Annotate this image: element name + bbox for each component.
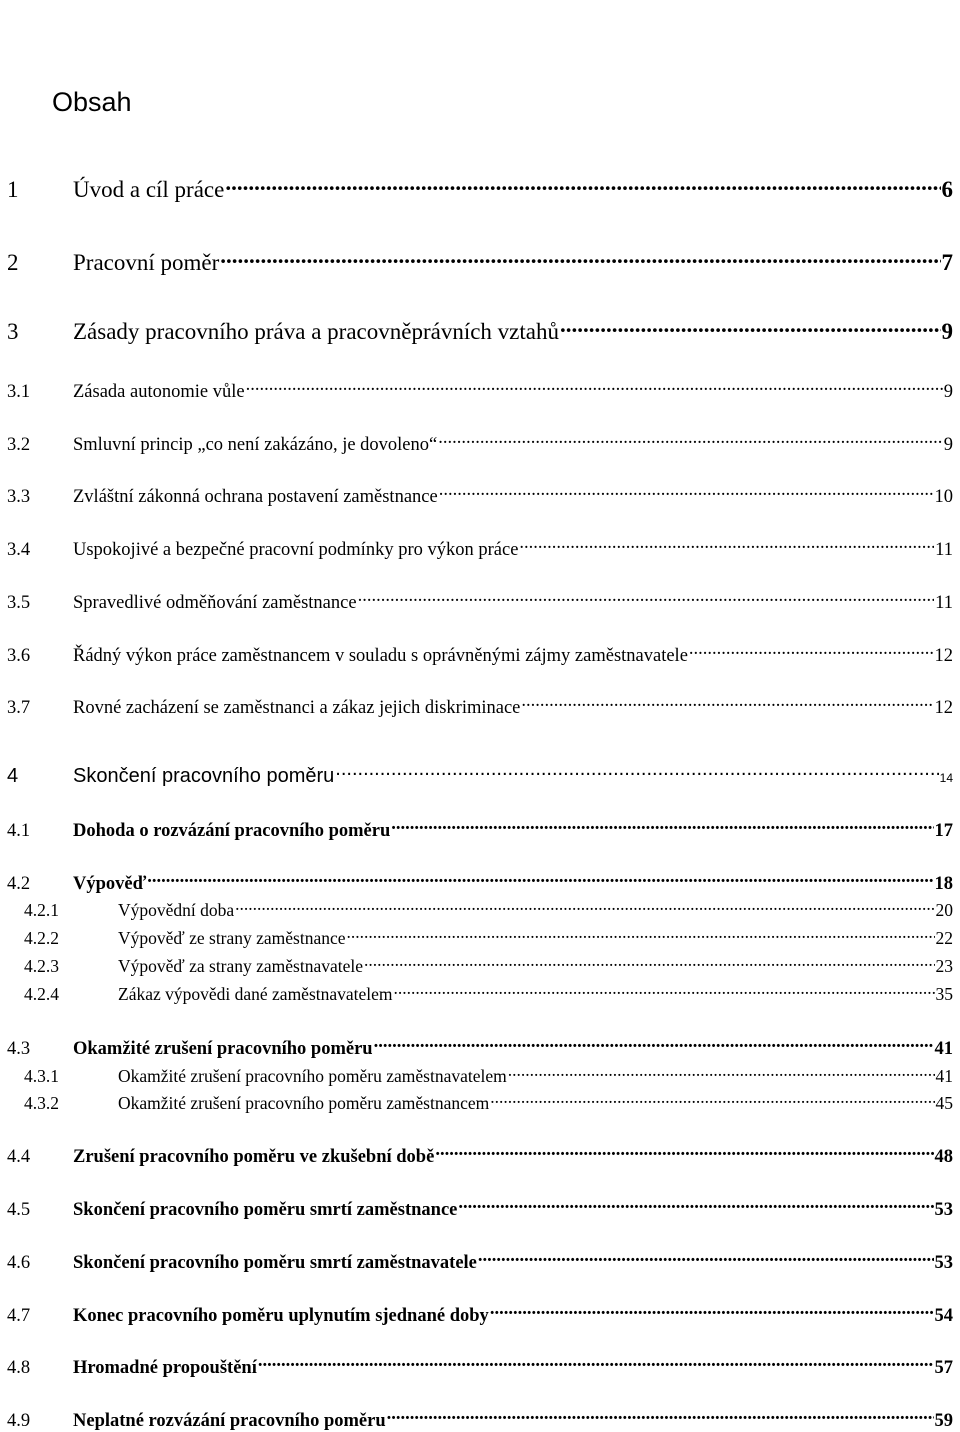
dot-leader (374, 1035, 934, 1054)
toc-number: 3.3 (7, 486, 31, 507)
toc-page: 59 (934, 1410, 953, 1431)
toc-number: 4.2.2 (24, 927, 59, 948)
toc-page: 6 (941, 177, 953, 202)
toc-page: 20 (935, 899, 953, 920)
dot-leader (560, 316, 941, 339)
dot-leader (490, 1091, 934, 1109)
toc-title: Skončení pracovního poměru (73, 765, 335, 787)
toc-page: 41 (935, 1065, 953, 1086)
toc-title: Spravedlivé odměňování zaměstnance (73, 592, 357, 613)
dot-leader (147, 870, 933, 889)
dot-leader (458, 1196, 933, 1215)
toc-number: 4 (7, 765, 19, 787)
toc-page: 10 (934, 486, 953, 507)
toc-number: 3.5 (7, 592, 31, 613)
dot-leader (519, 536, 934, 555)
toc-entry[interactable] (7, 1143, 953, 1168)
dot-leader (246, 378, 943, 397)
toc-title: Skončení pracovního poměru smrtí zaměstnance (73, 1199, 458, 1220)
toc-number: 4.6 (7, 1252, 31, 1273)
dot-leader (435, 1143, 933, 1162)
toc-title: Okamžité zrušení pracovního poměru (73, 1038, 373, 1059)
dot-leader (347, 926, 935, 944)
toc-entry[interactable] (24, 1064, 953, 1087)
toc-page: 9 (943, 434, 953, 455)
dot-leader (225, 174, 940, 197)
toc-number: 4.3.2 (24, 1092, 59, 1113)
toc-entry[interactable] (7, 1302, 953, 1327)
toc-page: 9 (943, 381, 953, 402)
toc-page: 11 (935, 592, 953, 613)
toc-entry[interactable] (7, 536, 953, 561)
toc-page: 35 (935, 983, 953, 1004)
toc-number: 4.2 (7, 873, 31, 894)
toc-title: Okamžité zrušení pracovního poměru zaměstnavatelem (118, 1065, 507, 1086)
toc-entry[interactable] (7, 247, 953, 276)
toc-title: Řádný výkon práce zaměstnancem v souladu s oprávněnými zájmy zaměstnavatele (73, 645, 688, 666)
toc-number: 4.3.1 (24, 1065, 59, 1086)
toc-number: 4.9 (7, 1410, 31, 1431)
dot-leader (258, 1354, 934, 1373)
toc-page: 57 (934, 1357, 953, 1378)
toc-number: 3.1 (7, 381, 31, 402)
dot-leader (490, 1302, 934, 1321)
toc-entry[interactable] (7, 431, 953, 456)
toc-entry[interactable] (7, 589, 953, 614)
toc-title: Zásada autonomie vůle (73, 381, 245, 402)
toc-page: 12 (934, 645, 953, 666)
dot-leader (364, 954, 934, 972)
dot-leader (391, 817, 933, 836)
toc-title: Konec pracovního poměru uplynutím sjednané doby (73, 1305, 489, 1326)
dot-leader (358, 589, 935, 608)
toc-title: Dohoda o rozvázání pracovního poměru (73, 820, 391, 841)
toc-heading: Obsah (52, 87, 132, 117)
toc-number: 3 (7, 319, 19, 344)
toc-page: 7 (941, 250, 953, 275)
toc-number: 4.2.3 (24, 955, 59, 976)
dot-leader (521, 694, 933, 713)
toc-entry[interactable] (7, 378, 953, 403)
toc-number: 4.8 (7, 1357, 31, 1378)
toc-entry[interactable] (7, 817, 953, 842)
toc-entry[interactable] (7, 316, 953, 345)
toc-entry[interactable] (7, 642, 953, 667)
dot-leader (439, 483, 934, 502)
toc-title: Rovné zacházení se zaměstnanci a zákaz jejich diskriminace (73, 697, 521, 718)
toc-entry[interactable] (24, 954, 953, 977)
toc-title: Uspokojivé a bezpečné pracovní podmínky pro výkon práce (73, 539, 519, 560)
toc-number: 2 (7, 250, 19, 275)
toc-page: 9 (941, 319, 953, 344)
toc-title: Výpověď ze strany zaměstnance (118, 927, 346, 948)
toc-title: Výpověď (73, 873, 147, 894)
toc-title: Zásady pracovního práva a pracovněprávních vztahů (73, 319, 559, 344)
toc-title: Hromadné propouštění (73, 1357, 257, 1378)
toc-title: Výpověď za strany zaměstnavatele (118, 955, 364, 976)
toc-number: 1 (7, 177, 19, 202)
toc-page: 12 (934, 697, 953, 718)
toc-page: 54 (934, 1305, 953, 1326)
toc-entry[interactable] (24, 898, 953, 921)
toc-title: Okamžité zrušení pracovního poměru zaměstnancem (118, 1092, 490, 1113)
dot-leader (335, 762, 938, 782)
toc-number: 4.5 (7, 1199, 31, 1220)
dot-leader (689, 642, 934, 661)
toc-page: 23 (935, 955, 953, 976)
dot-leader (438, 431, 943, 450)
toc-entry[interactable] (7, 1354, 953, 1379)
dot-leader (508, 1064, 935, 1082)
toc-title: Zvláštní zákonná ochrana postavení zaměstnance (73, 486, 438, 507)
toc-page: 11 (935, 539, 953, 560)
toc-title: Výpovědní doba (118, 899, 235, 920)
toc-entry[interactable] (24, 926, 953, 949)
toc-number: 4.3 (7, 1038, 31, 1059)
toc-entry[interactable] (7, 174, 953, 203)
toc-number: 4.2.4 (24, 983, 59, 1004)
toc-entry[interactable] (7, 483, 953, 508)
toc-page: 41 (934, 1038, 953, 1059)
dot-leader (235, 898, 934, 916)
toc-page: 53 (934, 1252, 953, 1273)
toc-title: Pracovní poměr (73, 250, 220, 275)
toc-number: 3.6 (7, 645, 31, 666)
toc-number: 3.7 (7, 697, 31, 718)
toc-entry[interactable] (7, 870, 953, 895)
toc-number: 3.2 (7, 434, 31, 455)
toc-page: 22 (935, 927, 953, 948)
toc-title: Smluvní princip „co není zakázáno, je dovoleno“ (73, 434, 438, 455)
toc-page: 14 (939, 771, 953, 785)
toc-entry[interactable] (7, 762, 953, 788)
dot-leader (387, 1407, 934, 1426)
toc-title: Neplatné rozvázání pracovního poměru (73, 1410, 386, 1431)
toc-number: 3.4 (7, 539, 31, 560)
toc-entry[interactable] (7, 1249, 953, 1274)
toc-page: 45 (935, 1092, 953, 1113)
toc-number: 4.1 (7, 820, 31, 841)
toc-entry[interactable] (24, 982, 953, 1005)
toc-page: 17 (934, 820, 953, 841)
dot-leader (394, 982, 935, 1000)
toc-entry[interactable] (7, 694, 953, 719)
toc-title: Skončení pracovního poměru smrtí zaměstnavatele (73, 1252, 477, 1273)
toc-number: 4.2.1 (24, 899, 59, 920)
toc-title: Zákaz výpovědi dané zaměstnavatelem (118, 983, 393, 1004)
toc-entry[interactable] (7, 1407, 953, 1432)
toc-entry[interactable] (24, 1091, 953, 1114)
toc-page: 53 (934, 1199, 953, 1220)
toc-page: 48 (934, 1146, 953, 1167)
dot-leader (220, 247, 940, 270)
toc-number: 4.7 (7, 1305, 31, 1326)
toc-number: 4.4 (7, 1146, 31, 1167)
toc-page: 18 (934, 873, 953, 894)
toc-title: Úvod a cíl práce (73, 177, 225, 202)
toc-entry[interactable] (7, 1035, 953, 1060)
dot-leader (478, 1249, 934, 1268)
toc-entry[interactable] (7, 1196, 953, 1221)
toc-title: Zrušení pracovního poměru ve zkušební době (73, 1146, 435, 1167)
